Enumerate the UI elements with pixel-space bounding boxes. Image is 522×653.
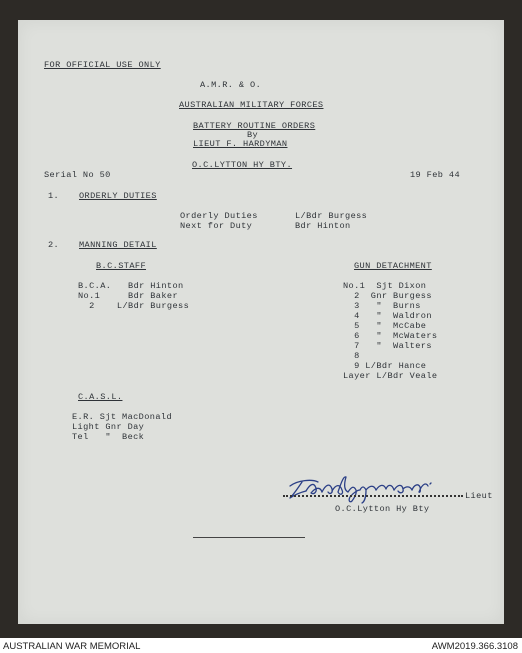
section2-number: 2. xyxy=(48,240,60,250)
bc-staff-row: No.1 Bdr Baker xyxy=(78,291,179,301)
duty-name: Orderly Duties xyxy=(180,211,258,221)
closing-rule xyxy=(193,537,305,538)
gun-detachment-row: 4 " Waldron xyxy=(343,311,432,321)
gun-detachment-row: 2 Gnr Burgess xyxy=(343,291,432,301)
duty-person: Bdr Hinton xyxy=(295,221,351,231)
handwritten-signature xyxy=(284,474,462,504)
signatory-rank: Lieut xyxy=(465,491,493,501)
gun-detachment-row: 5 " McCabe xyxy=(343,321,427,331)
casl-row: Tel " Beck xyxy=(72,432,145,442)
serial-number: Serial No 50 xyxy=(44,170,111,180)
section2-title: MANNING DETAIL xyxy=(79,240,157,250)
gun-detachment-row: 7 " Walters xyxy=(343,341,432,351)
force-title: AUSTRALIAN MILITARY FORCES xyxy=(179,100,324,110)
document-page xyxy=(18,20,504,624)
casl-heading: C.A.S.L. xyxy=(78,392,123,402)
bc-staff-heading: B.C.STAFF xyxy=(96,261,147,271)
order-date: 19 Feb 44 xyxy=(410,170,461,180)
signatory-designation: O.C.Lytton Hy Bty xyxy=(335,504,430,514)
casl-row: E.R. Sjt MacDonald xyxy=(72,412,173,422)
duty-name: Next for Duty xyxy=(180,221,253,231)
bc-staff-row: 2 L/Bdr Burgess xyxy=(78,301,190,311)
gun-detachment-row: 6 " McWaters xyxy=(343,331,438,341)
gun-detachment-row: No.1 Sjt Dixon xyxy=(343,281,427,291)
author: LIEUT F. HARDYMAN xyxy=(193,139,288,149)
duty-person: L/Bdr Burgess xyxy=(295,211,368,221)
bc-staff-row: B.C.A. Bdr Hinton xyxy=(78,281,184,291)
archive-credit: AUSTRALIAN WAR MEMORIAL xyxy=(3,641,141,652)
gun-detachment-row: 8 xyxy=(343,351,360,361)
section1-title: ORDERLY DUTIES xyxy=(79,191,157,201)
gun-detachment-row: Layer L/Bdr Veale xyxy=(343,371,438,381)
restriction-label: FOR OFFICIAL USE ONLY xyxy=(44,60,161,70)
signature-dotted-line xyxy=(283,495,463,497)
casl-row: Light Gnr Day xyxy=(72,422,145,432)
gun-detachment-row: 9 L/Bdr Hance xyxy=(343,361,427,371)
unit: O.C.LYTTON HY BTY. xyxy=(192,160,293,170)
section1-number: 1. xyxy=(48,191,60,201)
gun-detachment-row: 3 " Burns xyxy=(343,301,421,311)
doc-title: BATTERY ROUTINE ORDERS xyxy=(193,121,316,131)
by-label: By xyxy=(247,130,259,140)
gun-detachment-heading: GUN DETACHMENT xyxy=(354,261,432,271)
form-ref: A.M.R. & O. xyxy=(200,80,262,90)
catalogue-number: AWM2019.366.3108 xyxy=(431,641,518,652)
